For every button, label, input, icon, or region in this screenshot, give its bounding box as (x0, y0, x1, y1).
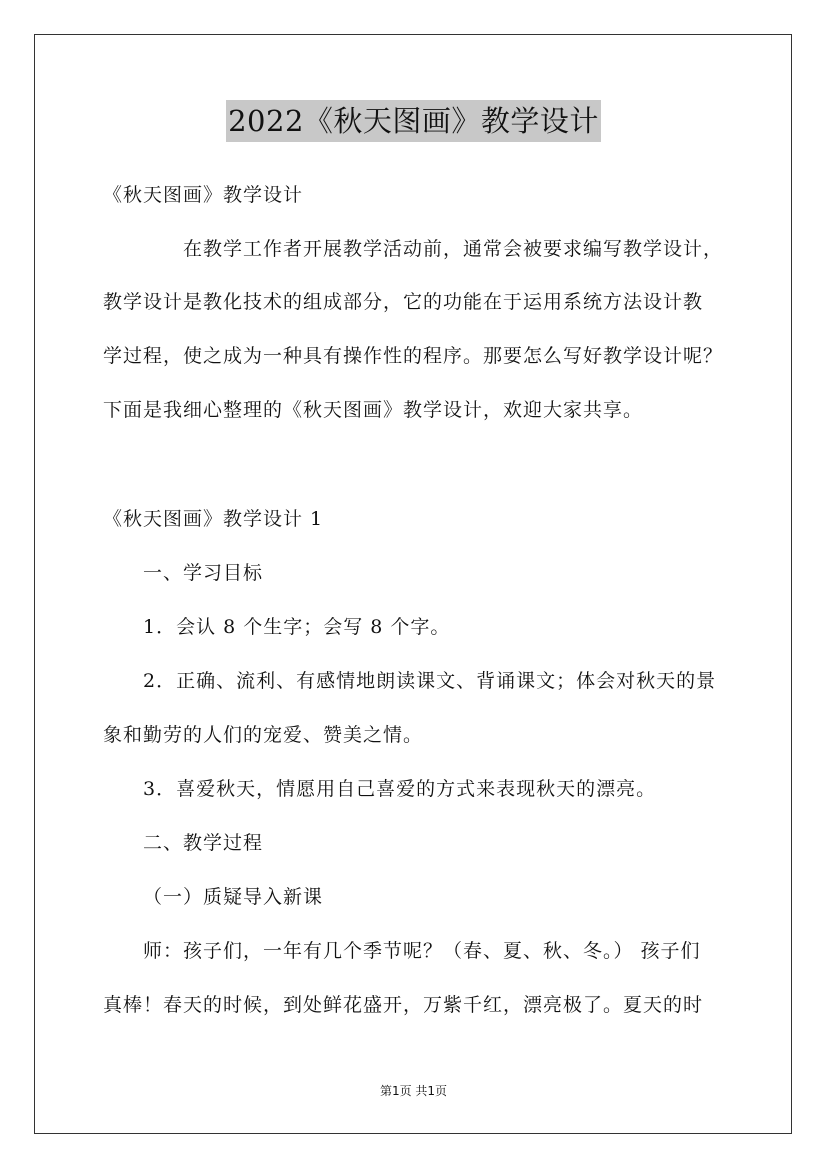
intro-line-3: 学过程，使之成为一种具有操作性的程序。那要怎么写好教学设计呢？ (103, 345, 724, 367)
sub-heading: （一）质疑导入新课 (143, 886, 324, 908)
section-title: 《秋天图画》教学设计 1 (103, 508, 324, 530)
heading-goals: 一、学习目标 (143, 562, 264, 584)
intro-line-4: 下面是我细心整理的《秋天图画》教学设计，欢迎大家共享。 (103, 399, 644, 421)
page-footer: 第1页 共1页 (379, 1084, 448, 1098)
paragraph-line-2: 真棒！春天的时候，到处鲜花盛开，万紫千红，漂亮极了。夏天的时 (103, 994, 704, 1016)
paragraph-line-1: 师：孩子们，一年有几个季节呢？（春、夏、秋、冬。） 孩子们 (143, 940, 701, 962)
goal-2-line-1: 2．正确、流利、有感情地朗读课文、背诵课文；体会对秋天的景 (143, 670, 717, 692)
goal-3: 3．喜爱秋天，情愿用自己喜爱的方式来表现秋天的漂亮。 (143, 778, 657, 800)
document-title: 2022《秋天图画》教学设计 (226, 100, 601, 142)
document-subtitle: 《秋天图画》教学设计 (103, 184, 304, 206)
goal-2-line-2: 象和勤劳的人们的宠爱、赞美之情。 (103, 724, 424, 746)
intro-line-1: 在教学工作者开展教学活动前，通常会被要求编写教学设计， (183, 238, 724, 260)
intro-line-2: 教学设计是教化技术的组成部分，它的功能在于运用系统方法设计教 (103, 291, 704, 313)
title-container (0, 100, 827, 142)
heading-process: 二、教学过程 (143, 832, 264, 854)
goal-1: 1．会认 8 个生字；会写 8 个字。 (143, 616, 451, 638)
